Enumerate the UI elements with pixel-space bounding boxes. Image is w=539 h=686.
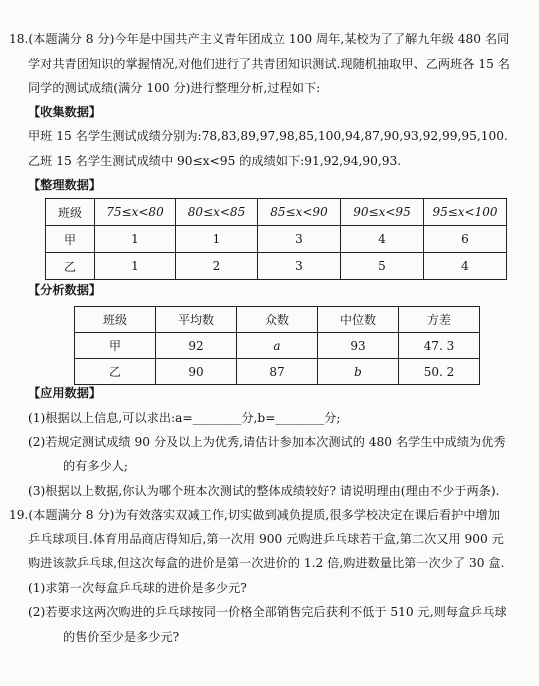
q19-part-2-line-2: 的售价至少是多少元? [63, 630, 180, 644]
table-row [46, 253, 507, 280]
table-cell: 3 [258, 226, 341, 253]
table-cell: a [237, 333, 318, 359]
table-header-row [75, 307, 480, 333]
table-header-cell: 班级 [46, 199, 95, 226]
q18-stem-line-1: 18.(本题满分 8 分)今年是中国共产主义青年团成立 100 周年,某校为了了解九年级 480 名同 [9, 32, 510, 46]
q19-stem-line-2: 乒乓球项目.体育用品商店得知后,第一次用 900 元购进乒乓球若干盒,第二次又用 900 元 [28, 532, 504, 546]
table-cell: 90 [156, 359, 237, 385]
table-header-cell: 95≤x<100 [424, 199, 507, 226]
q19-part-1: (1)求第一次每盒乒乓球的进价是多少元? [28, 581, 247, 595]
collect-data-heading: 【收集数据】 [28, 105, 102, 119]
q19-stem-line-1: 19.(本题满分 8 分)为有效落实双减工作,切实做到减负提质,很多学校决定在课后看护中增加 [9, 508, 500, 522]
organize-data-heading: 【整理数据】 [28, 178, 102, 192]
table-header-cell: 方差 [399, 307, 480, 333]
q18-part-3: (3)根据以上数据,你认为哪个班本次测试的整体成绩较好? 请说明理由(理由不少于两条). [28, 484, 500, 498]
q18-stem-line-3: 同学的测试成绩(满分 100 分)进行整理分析,过程如下: [28, 81, 321, 95]
q18-stem-line-2: 学对共青团知识的掌握情况,对他们进行了共青团知识测试.现随机抽取甲、乙两班各 15 名 [28, 57, 510, 71]
table-header-cell: 85≤x<90 [258, 199, 341, 226]
table-header-cell: 中位数 [318, 307, 399, 333]
table-cell: 3 [258, 253, 341, 280]
table-cell: 4 [424, 253, 507, 280]
table-cell: 1 [176, 226, 258, 253]
table-cell: 5 [341, 253, 424, 280]
class-b-scores: 乙班 15 名学生测试成绩中 90≤x<95 的成绩如下:91,92,94,90,93. [28, 154, 402, 168]
table-cell: 87 [237, 359, 318, 385]
frequency-table [45, 198, 507, 280]
table-cell: 6 [424, 226, 507, 253]
table-header-cell: 班级 [75, 307, 156, 333]
q19-stem-line-3: 购进该款乒乓球,但这次每盒的进价是第一次进价的 1.2 倍,购进数量比第一次少了 30 盒. [28, 556, 505, 570]
class-a-scores: 甲班 15 名学生测试成绩分别为:78,83,89,97,98,85,100,94,87,90,93,92,99,95,100. [28, 129, 508, 143]
table-cell: 92 [156, 333, 237, 359]
table-cell: 甲 [75, 333, 156, 359]
table-cell: 93 [318, 333, 399, 359]
q18-part-2-line-2: 的有多少人; [63, 459, 129, 473]
table-cell: 50. 2 [399, 359, 480, 385]
apply-data-heading: 【应用数据】 [28, 386, 102, 400]
table-cell: 1 [95, 226, 176, 253]
table-cell: 1 [95, 253, 176, 280]
q19-part-2-line-1: (2)若要求这两次购进的乒乓球按同一价格全部销售完后获利不低于 510 元,则每盒乒乓球 [28, 605, 507, 619]
table-header-cell: 众数 [237, 307, 318, 333]
table-row [46, 226, 507, 253]
table-cell: 甲 [46, 226, 95, 253]
statistics-table [74, 306, 480, 385]
table-cell: 乙 [46, 253, 95, 280]
table-cell: 47. 3 [399, 333, 480, 359]
table-cell: 4 [341, 226, 424, 253]
table-header-cell: 平均数 [156, 307, 237, 333]
table-row [75, 359, 480, 385]
table-cell: b [318, 359, 399, 385]
table-header-cell: 90≤x<95 [341, 199, 424, 226]
q18-part-2-line-1: (2)若规定测试成绩 90 分及以上为优秀,请估计参加本次测试的 480 名学生中成绩为优秀 [28, 435, 506, 449]
table-cell: 2 [176, 253, 258, 280]
table-header-cell: 80≤x<85 [176, 199, 258, 226]
table-header-cell: 75≤x<80 [95, 199, 176, 226]
table-header-row [46, 199, 507, 226]
analyze-data-heading: 【分析数据】 [28, 283, 102, 297]
q18-part-1: (1)根据以上信息,可以求出:a=________分,b=________分; [28, 411, 341, 425]
table-row [75, 333, 480, 359]
table-cell: 乙 [75, 359, 156, 385]
